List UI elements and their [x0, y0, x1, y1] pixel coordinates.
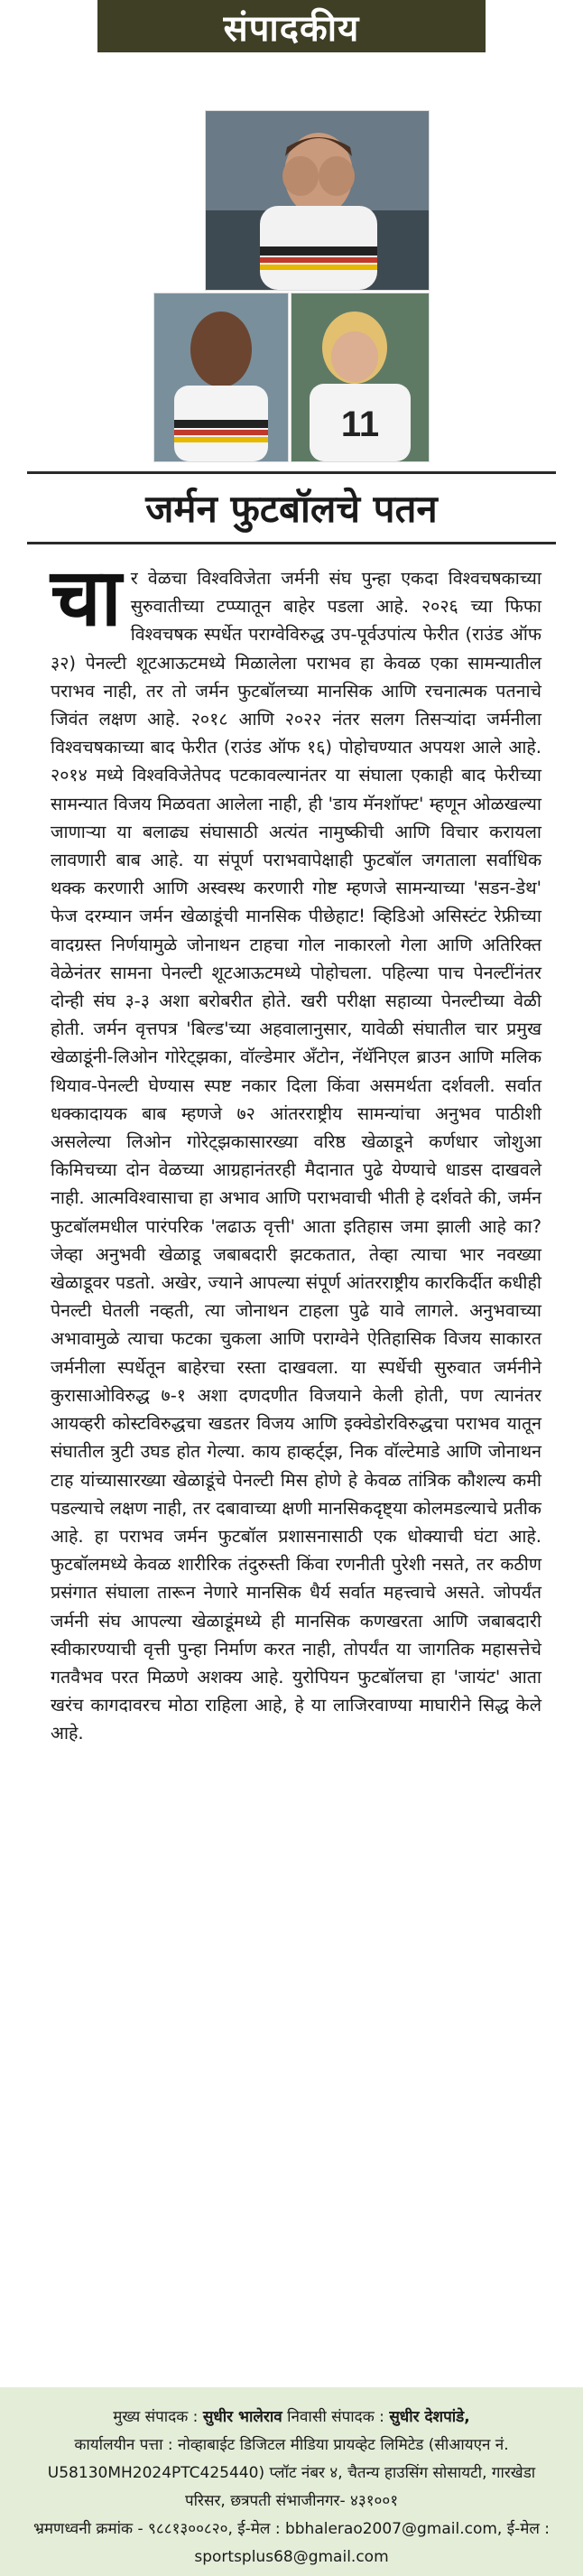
player-photo-3 — [291, 293, 430, 462]
player-photo-2 — [153, 293, 289, 462]
chief-editor-label: मुख्य संपादक : — [113, 2408, 199, 2426]
contact-info: भ्रमणध्वनी क्रमांक - ९८८१३००८२०, ई-मेल : bbhalerao2007@gmail.com, ई-मेल : sportsplus68@gmail.com — [32, 2520, 551, 2566]
photo-collage — [153, 110, 430, 460]
editors-line — [32, 2404, 551, 2432]
svg-text:11: 11 — [340, 405, 380, 444]
headline-rule-top — [27, 471, 556, 474]
resident-editor-name: सुधीर देशपांडे, — [389, 2408, 470, 2426]
article-headline: जर्मन फुटबॉलचे पतन — [145, 486, 438, 531]
imprint-footer — [0, 2387, 583, 2576]
player-photo-1 — [205, 110, 430, 291]
section-title: संपादकीय — [223, 7, 360, 50]
drop-cap: चा — [51, 551, 122, 644]
resident-editor-label: निवासी संपादक : — [287, 2408, 384, 2426]
article-body — [51, 551, 541, 1748]
chief-editor-name: सुधीर भालेराव — [202, 2408, 282, 2426]
headline-rule-bottom — [27, 542, 556, 544]
article-text: र वेळचा विश्वविजेता जर्मनी संघ पुन्हा एकदा विश्वचषकाच्या सुरुवातीच्या टप्प्यातून बाहेर पडला आहे. २०२६ च्या फिफा विश्वचषक स्पर्धेत पराग्वेविरुद्ध उप-पूर्वउपांत्य फेरीत (राउंड ऑफ ३२) पेनल्टी शूटआऊटमध्ये मिळालेला पराभव हा केवळ एका सामन्यातील पराभव नाही, तर तो जर्मन फुटबॉलच्या मानसिक आणि रचनात्मक पतनाचे जिवंत लक्षण आहे. २०१८ आणि २०२२ नंतर सलग तिसऱ्यांदा जर्मनीला विश्वचषकाच्या बाद फेरीत (राउंड ऑफ १६) पोहोचण्यात अपयश आले आहे. २०१४ मध्ये विश्वविजेतेपद पटकावल्यानंतर या संघाला एकाही बाद फेरीच्या सामन्यात विजय मिळवता आलेला नाही, ही 'डाय मॅनशॉफ्ट' म्हणून ओळखल्या जाणाऱ्या या बलाढ्य संघासाठी अत्यंत नामुष्कीची आणि विचार करायला लावणारी बाब आहे. या संपूर्ण पराभवापेक्षाही फुटबॉल जगताला सर्वाधिक थक्क करणारी आणि अस्वस्थ करणारी गोष्ट म्हणजे सामन्याच्या 'सडन-डेथ' फेज दरम्यान जर्मन खेळाडूंची मानसिक पीछेहाट! व्हिडिओ असिस्टंट रेफ्रीच्या वादग्रस्त निर्णयामुळे जोनाथन टाहचा गोल नाकारलो गेला आणि अतिरिक्त वेळेनंतर सामना पेनल्टी शूटआऊटमध्ये पोहोचला. पहिल्या पाच पेनल्टींनंतर दोन्ही संघ ३-३ अशा बरोबरीत होते. खरी परीक्षा सहाव्या पेनल्टीच्या वेळी होती. जर्मन वृत्तपत्र 'बिल्ड'च्या अहवालानुसार, यावेळी संघातील चार प्रमुख खेळाडूंनी-लिओन गोरेट्झका, वॉल्डेमार अँटोन, नॅथॅनिएल ब्राउन आणि मलिक थियाव-पेनल्टी घेण्यास स्पष्ट नकार दिला किंवा असमर्थता दर्शवली. सर्वात धक्कादायक बाब म्हणजे ७२ आंतरराष्ट्रीय सामन्यांचा अनुभव पाठीशी असलेल्या लिओन गोरेट्झकासारख्या वरिष्ठ खेळाडूने कर्णधार जोशुआ किमिचच्या दोन वेळच्या आग्रहानंतरही मैदानात पुढे येण्याचे धाडस दाखवले नाही. आत्मविश्वासाचा हा अभाव आणि पराभवाची भीती हे दर्शवते की, जर्मन फुटबॉलमधील पारंपरिक 'लढाऊ वृत्ती' आता इतिहास जमा झाली आहे का? जेव्हा अनुभवी खेळाडू जबाबदारी झटकतात, तेव्हा त्याचा भार नवख्या खेळाडूवर पडतो. अखेर, ज्याने आपल्या संपूर्ण आंतरराष्ट्रीय कारकिर्दीत कधीही पेनल्टी घेतली नव्हती, त्या जोनाथन टाहला पुढे यावे लागले. अनुभवाच्या अभावामुळे त्याचा फटका चुकला आणि पराग्वेने ऐतिहासिक विजय साकारत जर्मनीला स्पर्धेतून बाहेरचा रस्ता दाखवला. या स्पर्धेची सुरुवात जर्मनीने कुरासाओविरुद्ध ७-१ अशा दणदणीत विजयाने केली होती, पण त्यानंतर आयव्हरी कोस्टविरुद्धचा खडतर विजय आणि इक्वेडोरविरुद्धचा पराभव यातून संघातील त्रुटी उघड होत गेल्या. काय हाव्हर्ट्झ, निक वॉल्टेमाडे आणि जोनाथन टाह यांच्यासारख्या खेळाडूंचे पेनल्टी मिस होणे हे केवळ तांत्रिक कौशल्य कमी पडल्याचे लक्षण नाही, तर दबावाच्या क्षणी मानसिकदृष्ट्या कोलमडल्याचे प्रतीक आहे. हा पराभव जर्मन फुटबॉल प्रशासनासाठी एक धोक्याची घंटा आहे. फुटबॉलमध्ये केवळ शारीरिक तंदुरुस्ती किंवा रणनीती पुरेशी नसते, तर कठीण प्रसंगात संघाला तारून नेणारे मानसिक धैर्य सर्वात महत्त्वाचे असते. जोपर्यंत जर्मनी संघ आपल्या खेळाडूंमध्ये ही मानसिक कणखरता आणि जबाबदारी स्वीकारण्याची वृत्ती पुन्हा निर्माण करत नाही, तोपर्यंत या जागतिक महासत्तेचे गतवैभव परत मिळणे अशक्य आहे. युरोपियन फुटबॉलचा हा 'जायंट' आता खरंच कागदावरच मोठा राहिला आहे, हे या लाजिरवाण्या माघारीने सिद्ध केले आहे. — [51, 568, 541, 1744]
office-address: कार्यालयीन पत्ता : नोव्हाबाईट डिजिटल मीडिया प्रायव्हेट लिमिटेड (सीआयएन नं. U58130MH2024PTC425440) प्लॉट नंबर ४, चैतन्य हाउसिंग सोसायटी, गारखेडा परिसर, छत्रपती संभाजीनगर- ४३१००१ — [47, 2436, 536, 2510]
section-masthead — [97, 0, 486, 52]
